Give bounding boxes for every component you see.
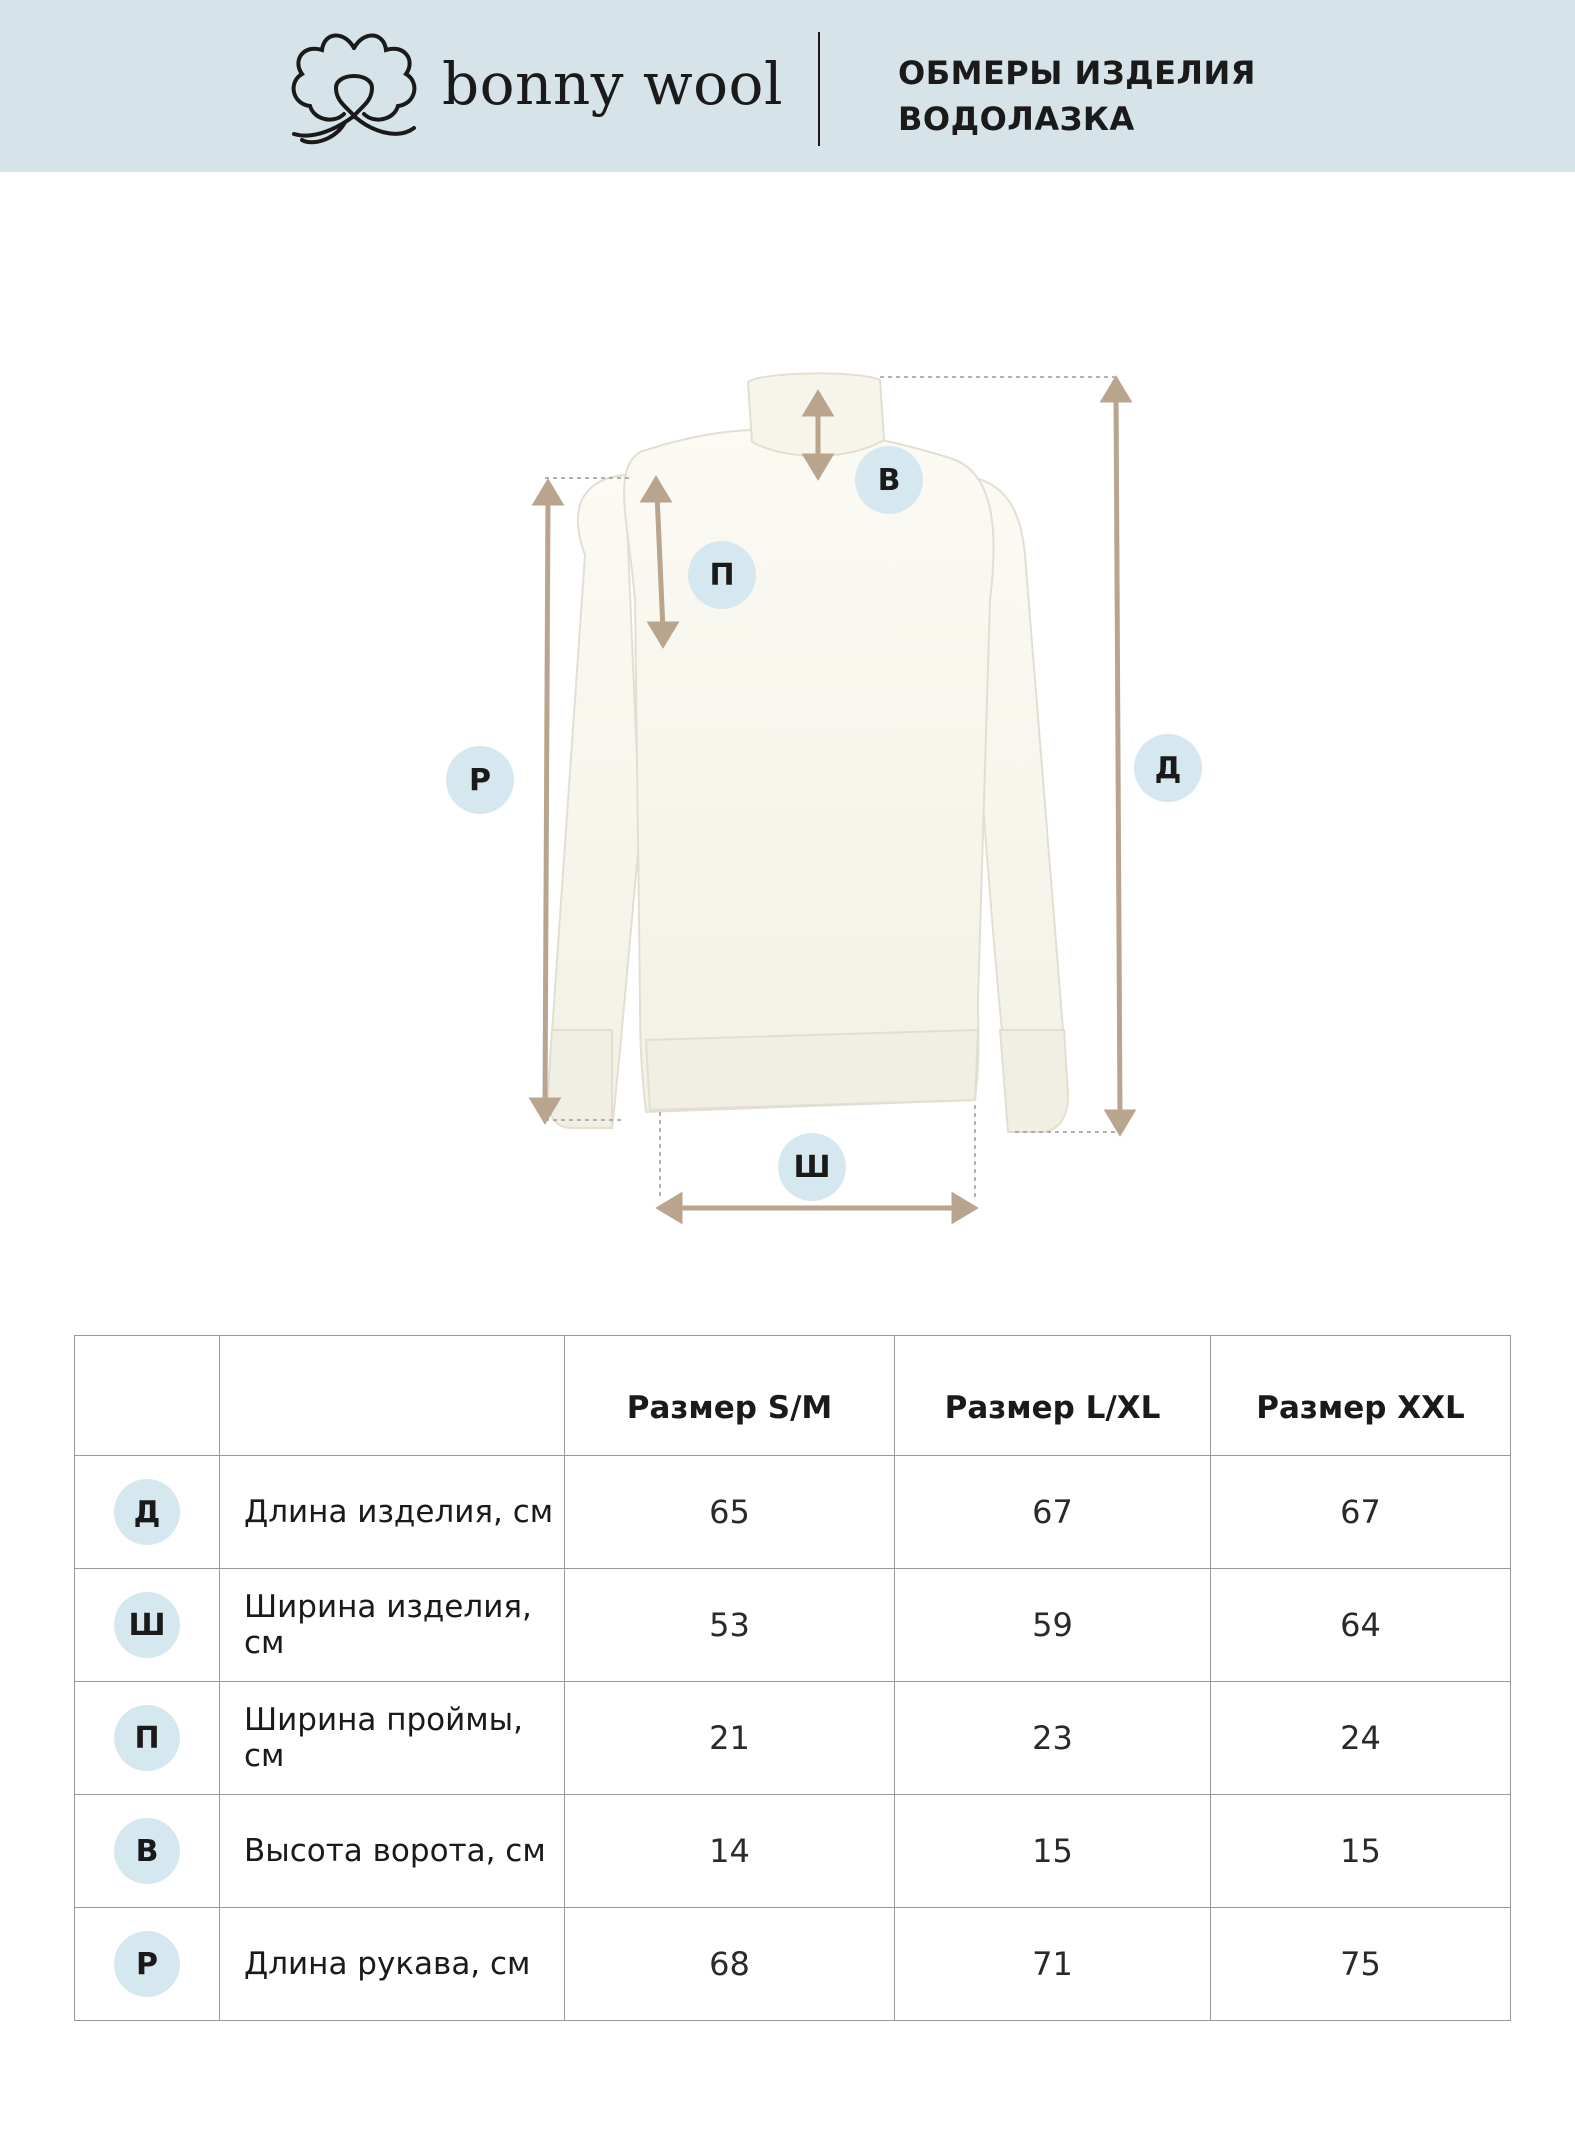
badge-armhole: П [688, 541, 756, 609]
sweater-illustration [548, 373, 1068, 1132]
cell-value: 65 [565, 1456, 895, 1569]
table-row-width [75, 1569, 1511, 1682]
row-badge: П [114, 1705, 180, 1771]
cell-value: 75 [1211, 1908, 1511, 2021]
row-label: Ширина проймы, см [220, 1682, 565, 1795]
hem-ribbing [646, 1030, 978, 1110]
header-size-xxl: Размер XXL [1211, 1336, 1511, 1456]
row-label: Длина изделия, см [220, 1456, 565, 1569]
sweater-diagram [0, 172, 1575, 1252]
table-row-collar [75, 1795, 1511, 1908]
row-badge: Ш [114, 1592, 180, 1658]
badge-width: Ш [778, 1133, 846, 1201]
cell-value: 15 [895, 1795, 1211, 1908]
cell-value: 64 [1211, 1569, 1511, 1682]
header-divider [818, 32, 820, 146]
row-label: Высота ворота, см [220, 1795, 565, 1908]
row-badge: Р [114, 1931, 180, 1997]
header-size-sm: Размер S/M [565, 1336, 895, 1456]
table-header-row [75, 1336, 1511, 1456]
cell-value: 14 [565, 1795, 895, 1908]
row-badge: Д [114, 1479, 180, 1545]
torso [624, 430, 994, 1112]
table-row-armhole [75, 1682, 1511, 1795]
cell-value: 24 [1211, 1682, 1511, 1795]
cell-value: 68 [565, 1908, 895, 2021]
title-line-1: ОБМЕРЫ ИЗДЕЛИЯ [898, 54, 1256, 92]
cell-value: 67 [895, 1456, 1211, 1569]
header-cell-empty-1 [75, 1336, 220, 1456]
left-cuff [548, 1030, 612, 1128]
page-title [898, 50, 1256, 142]
size-table-wrapper [74, 1335, 1511, 2021]
brand-name: bonny wool [442, 50, 783, 118]
header-size-lxl: Размер L/XL [895, 1336, 1211, 1456]
right-cuff [1000, 1030, 1068, 1132]
title-line-2: ВОДОЛАЗКА [898, 100, 1135, 138]
row-badge: В [114, 1818, 180, 1884]
table-row-sleeve [75, 1908, 1511, 2021]
cell-value: 23 [895, 1682, 1211, 1795]
header-cell-empty-2 [220, 1336, 565, 1456]
header-bar [0, 0, 1575, 172]
table-row-length [75, 1456, 1511, 1569]
cell-value: 71 [895, 1908, 1211, 2021]
cell-value: 15 [1211, 1795, 1511, 1908]
badge-collar: В [855, 446, 923, 514]
cotton-logo-icon [288, 28, 420, 150]
cell-value: 53 [565, 1569, 895, 1682]
row-label: Длина рукава, см [220, 1908, 565, 2021]
badge-length: Д [1134, 734, 1202, 802]
size-table [74, 1335, 1511, 2021]
cell-value: 59 [895, 1569, 1211, 1682]
cell-value: 67 [1211, 1456, 1511, 1569]
badge-sleeve: Р [446, 746, 514, 814]
row-label: Ширина изделия, см [220, 1569, 565, 1682]
cell-value: 21 [565, 1682, 895, 1795]
